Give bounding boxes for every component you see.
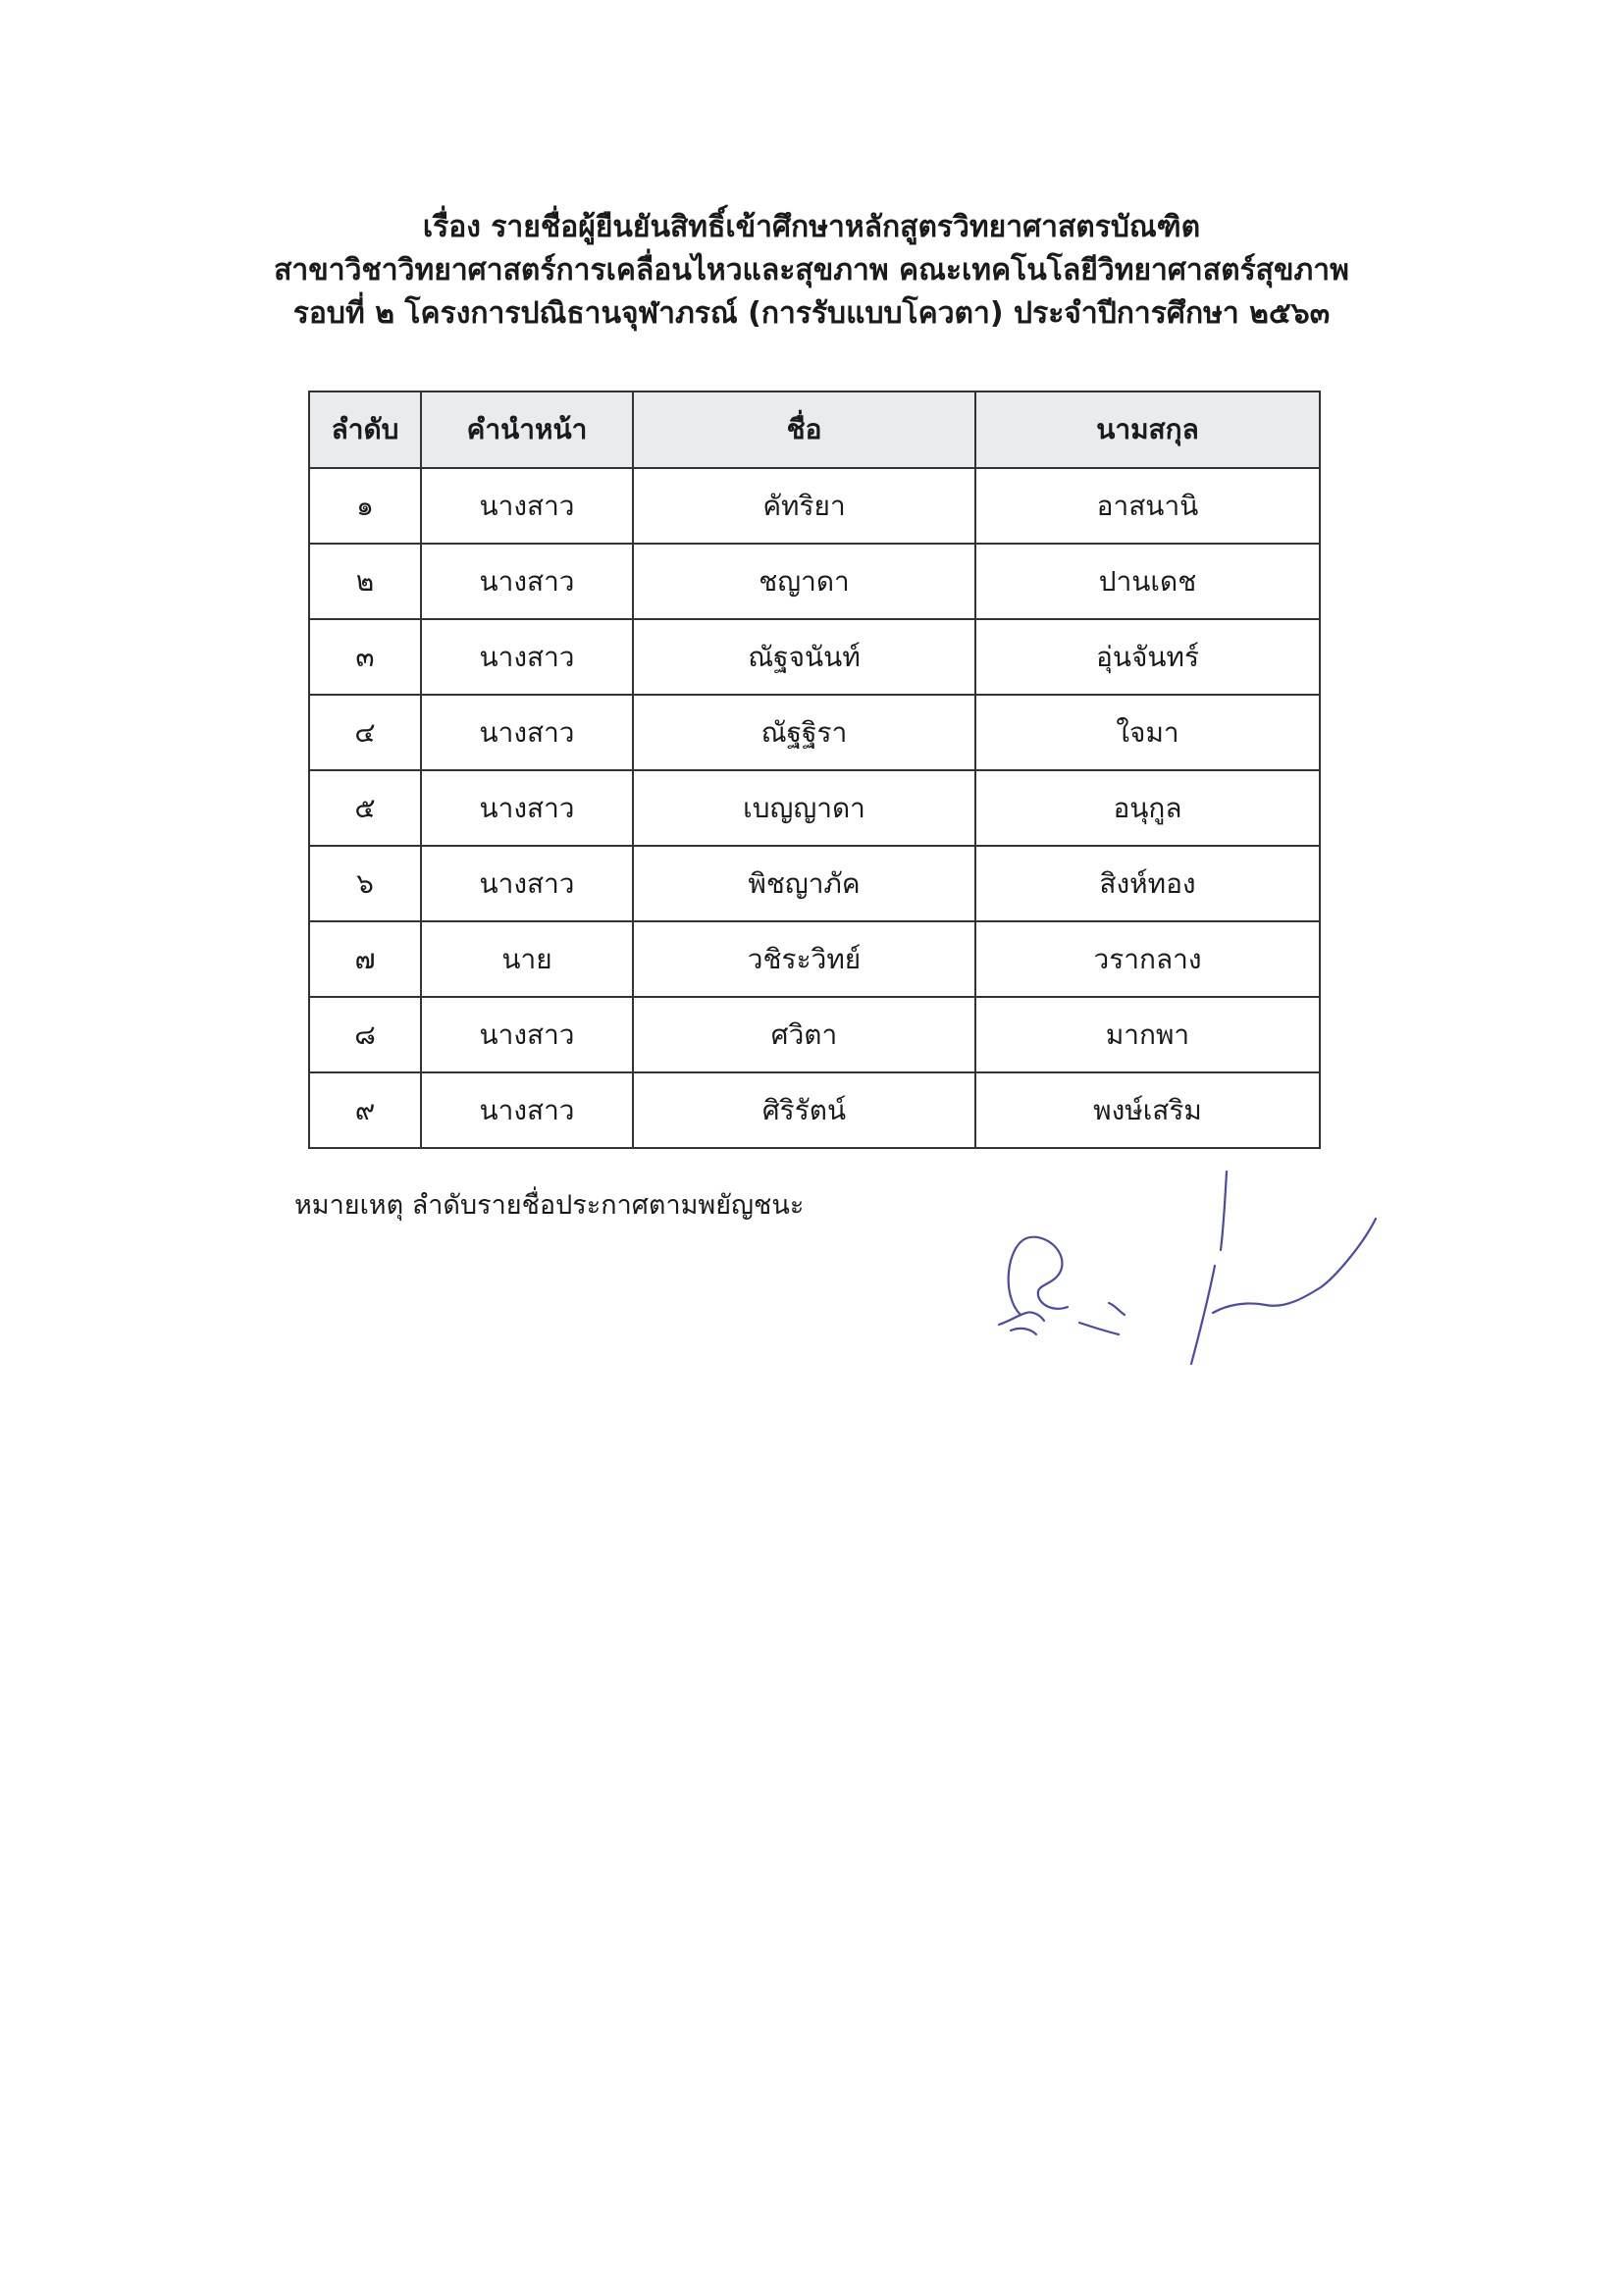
cell-prefix: นางสาว <box>421 468 633 544</box>
heading-line-3: รอบที่ ๒ โครงการปณิธานจุฬาภรณ์ (การรับแบบโควตา) ประจำปีการศึกษา ๒๕๖๓ <box>292 296 1331 331</box>
cell-order: ๕ <box>309 770 421 846</box>
cell-order: ๑ <box>309 468 421 544</box>
cell-last-name: วรากลาง <box>975 921 1320 997</box>
cell-prefix: นาย <box>421 921 633 997</box>
cell-last-name: สิงห์ทอง <box>975 846 1320 921</box>
document-heading <box>0 206 1623 336</box>
roster-table <box>308 391 1321 1149</box>
header-first-name: ชื่อ <box>633 391 975 468</box>
cell-order: ๒ <box>309 544 421 619</box>
table-row <box>309 619 1320 695</box>
cell-prefix: นางสาว <box>421 846 633 921</box>
cell-order: ๙ <box>309 1072 421 1148</box>
cell-last-name: อนุกูล <box>975 770 1320 846</box>
heading-line-2: สาขาวิชาวิทยาศาสตร์การเคลื่อนไหวและสุขภาพ คณะเทคโนโลยีวิทยาศาสตร์สุขภาพ <box>274 253 1349 287</box>
table-row <box>309 468 1320 544</box>
footnote: หมายเหตุ ลำดับรายชื่อประกาศตามพยัญชนะ <box>294 1190 805 1221</box>
cell-order: ๓ <box>309 619 421 695</box>
table-header-row <box>309 391 1320 468</box>
cell-prefix: นางสาว <box>421 997 633 1072</box>
header-order: ลำดับ <box>309 391 421 468</box>
cell-order: ๖ <box>309 846 421 921</box>
cell-first-name: ศวิตา <box>633 997 975 1072</box>
signature <box>981 1148 1393 1383</box>
cell-first-name: ศิริรัตน์ <box>633 1072 975 1148</box>
header-prefix: คำนำหน้า <box>421 391 633 468</box>
cell-prefix: นางสาว <box>421 695 633 770</box>
cell-prefix: นางสาว <box>421 544 633 619</box>
cell-first-name: เบญญาดา <box>633 770 975 846</box>
table-row <box>309 846 1320 921</box>
cell-prefix: นางสาว <box>421 1072 633 1148</box>
cell-last-name: พงษ์เสริม <box>975 1072 1320 1148</box>
cell-prefix: นางสาว <box>421 619 633 695</box>
cell-first-name: วชิระวิทย์ <box>633 921 975 997</box>
table-row <box>309 997 1320 1072</box>
table-row <box>309 921 1320 997</box>
table-row <box>309 770 1320 846</box>
cell-last-name: ปานเดช <box>975 544 1320 619</box>
cell-last-name: อุ่นจันทร์ <box>975 619 1320 695</box>
signature-strokes <box>999 1172 1376 1364</box>
heading-line-1: เรื่อง รายชื่อผู้ยืนยันสิทธิ์เข้าศึกษาหลักสูตรวิทยาศาสตรบัณฑิต <box>422 210 1201 244</box>
cell-last-name: ใจมา <box>975 695 1320 770</box>
cell-first-name: พิชญาภัค <box>633 846 975 921</box>
table-row <box>309 695 1320 770</box>
cell-first-name: ชญาดา <box>633 544 975 619</box>
cell-last-name: อาสนานิ <box>975 468 1320 544</box>
header-last-name: นามสกุล <box>975 391 1320 468</box>
cell-order: ๔ <box>309 695 421 770</box>
cell-order: ๘ <box>309 997 421 1072</box>
cell-first-name: ณัฐจนันท์ <box>633 619 975 695</box>
cell-first-name: ณัฐฐิรา <box>633 695 975 770</box>
table-row <box>309 1072 1320 1148</box>
table-row <box>309 544 1320 619</box>
cell-first-name: คัทริยา <box>633 468 975 544</box>
cell-prefix: นางสาว <box>421 770 633 846</box>
cell-last-name: มากพา <box>975 997 1320 1072</box>
cell-order: ๗ <box>309 921 421 997</box>
